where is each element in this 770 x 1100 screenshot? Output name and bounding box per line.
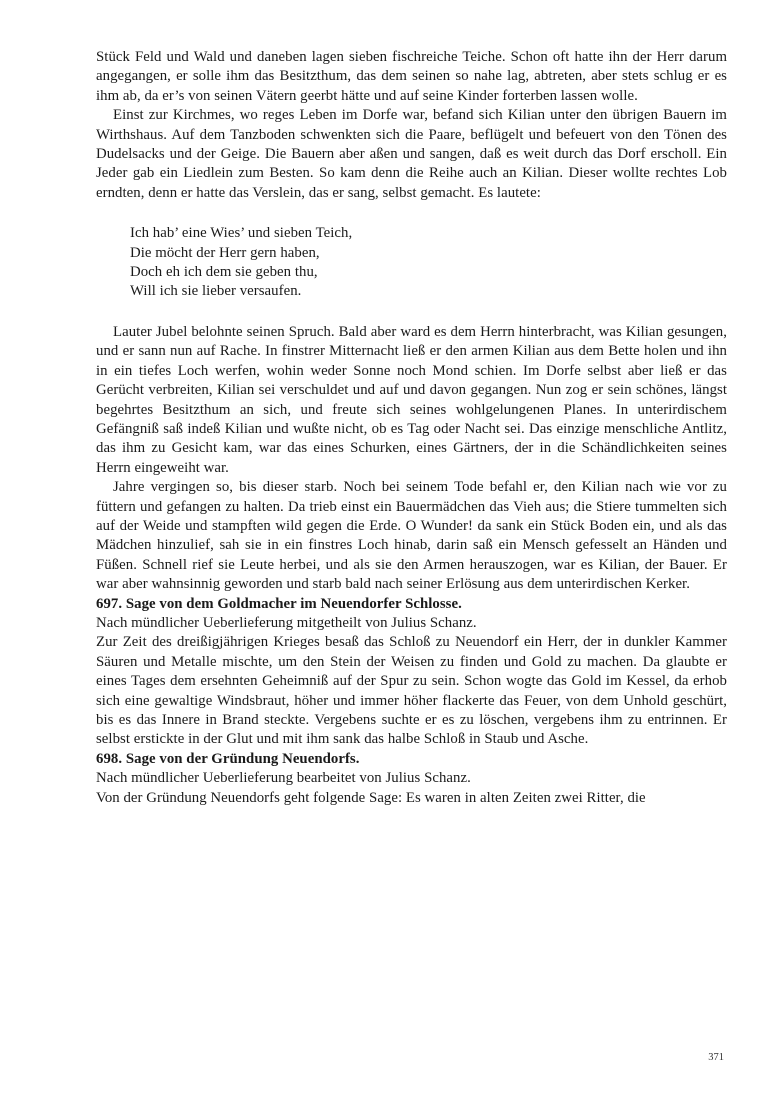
section-697-source: Nach mündlicher Ueberlieferung mitgetheilt von Julius Schanz. <box>96 614 477 631</box>
paragraph-1: Stück Feld und Wald und daneben lagen sieben fischreiche Teiche. Schon oft hatte ihn der Herr darum angegangen, er solle ihm das Besitzthum, das dem seinen so nahe lag, abtreten, aber stets schlug er es ihm ab, da er’s von seinen Vätern geerbt hätte und auf seine Kinder forterben lassen wolle. <box>96 49 727 104</box>
paragraph-2: Einst zur Kirchmes, wo reges Leben im Dorfe war, befand sich Kilian unter den übrigen Bauern im Wirthshaus. Auf dem Tanzboden schwenkten sich die Paare, beflügelt und befeuert von den Tönen des Dudelsacks und der Geige. Die Bauern aber aßen und sangen, daß es weit durch das Dorf erscholl. Ein Jeder gab ein Liedlein zum Besten. So kam denn die Reihe auch an Kilian. Dieser wollte rechtes Lob erndten, denn er hatte das Verslein, das er sang, selbst gemacht. Es lautete: <box>96 107 727 201</box>
section-697-heading: 697. Sage von dem Goldmacher im Neuendorfer Schlosse. <box>96 595 462 612</box>
section-698-source: Nach mündlicher Ueberlieferung bearbeitet von Julius Schanz. <box>96 770 471 787</box>
verse-line-4: Will ich sie lieber versaufen. <box>130 283 302 300</box>
section-698-heading: 698. Sage von der Gründung Neuendorfs. <box>96 750 360 767</box>
verse-line-2: Die möcht der Herr gern haben, <box>130 244 320 261</box>
verse-line-3: Doch eh ich dem sie geben thu, <box>130 264 318 281</box>
paragraph-4: Jahre vergingen so, bis dieser starb. Noch bei seinem Tode befahl er, den Kilian nach wie vor zu füttern und gefangen zu halten. Da trieb einst ein Bauermädchen das Vieh aus; die Stiere tummelten sich auf der Weide und stampften wild gegen die Erde. O Wunder! da sank ein Stück Boden ein, und als das Mädchen hinzulief, sah sie in ein finstres Loch hinab, darin saß ein Mensch gefesselt an Händen und Füßen. Schnell rief sie Leute herbei, und als sie den Armen herauszogen, war es Kilian, der Bauer. Er war aber wahnsinnig geworden und starb bald nach seiner Erlösung aus dem unterirdischen Kerker. <box>96 479 727 593</box>
verse-block <box>130 224 727 302</box>
page-number: 371 <box>708 1052 724 1063</box>
section-697-text: Zur Zeit des dreißigjährigen Krieges besaß das Schloß zu Neuendorf ein Herr, der in dunkler Kammer Säuren und Metalle mischte, um den Stein der Weisen zu finden und Gold zu machen. Da glaubte er eines Tages dem ersehnten Geheimniß auf der Spur zu sein. Schon wogte das Gold im Kessel, da erhob sich eine gewaltige Windsbraut, höher und immer höher flackerte das Feuer, von dem Unhold geschürt, bis es das Innere in Brand steckte. Vergebens suchte er es zu löschen, vergebens ihm zu entrinnen. Er selbst erstickte in der Glut und mit ihm sank das halbe Schloß in Staub und Asche. <box>96 634 727 748</box>
page-body <box>96 48 727 808</box>
section-698-text: Von der Gründung Neuendorfs geht folgende Sage: Es waren in alten Zeiten zwei Ritter, die <box>96 789 646 806</box>
paragraph-3: Lauter Jubel belohnte seinen Spruch. Bald aber ward es dem Herrn hinterbracht, was Kilian gesungen, und er sann nun auf Rache. In finstrer Mitternacht ließ er den armen Kilian aus dem Bette holen und ihn in ein tiefes Loch werfen, wohin weder Sonne noch Mond schien. Im Dorfe selbst aber ließ er das Gerücht verbreiten, Kilian sei verschuldet und auf und davon gegangen. Nun zog er sein schönes, längst begehrtes Besitzthum an sich, und freute sich seines wohlgelungenen Planes. In unterirdischem Gefängniß saß indeß Kilian und wußte nicht, ob es Tag oder Nacht sei. Das einzige menschliche Antlitz, das ihm zu Gesicht kam, war das eines Schurken, eines Gärtners, der in die Schändlichkeiten seines Herrn eingeweiht war. <box>96 323 727 476</box>
verse-line-1: Ich hab’ eine Wies’ und sieben Teich, <box>130 225 353 242</box>
